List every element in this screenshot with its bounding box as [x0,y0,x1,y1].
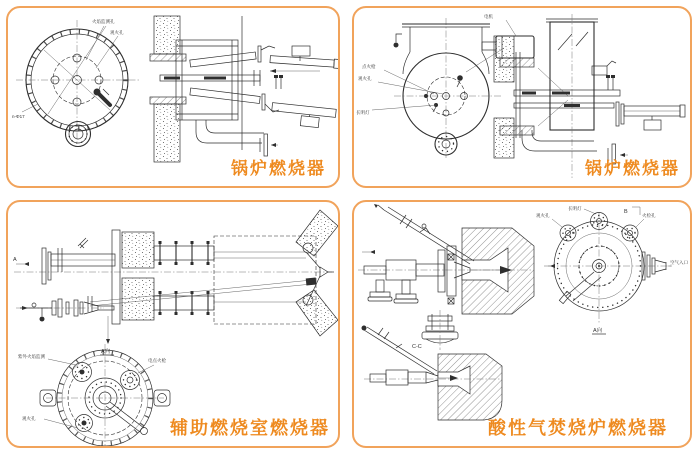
panel-caption: 锅炉燃烧器 [231,159,326,178]
ignition-gun-port [121,371,140,390]
label-b-mark: B [624,209,628,215]
label-view-hole: 观火孔 [358,76,372,81]
diagonal-lance [374,204,474,264]
label-a-view: A向 [593,328,603,334]
pilot-gun-assembly [16,299,114,322]
burner-section-view [150,16,338,162]
panel-acid-gas-burner [352,200,692,448]
label-a-view: A向 [101,349,111,355]
panel-aux-chamber-burner [6,200,340,448]
label-pilot: 长明灯 [568,206,582,211]
label-motor: 电机 [484,14,493,19]
panel-boiler-burner-1 [6,6,340,188]
panel-caption: 辅助燃烧室燃烧器 [170,418,330,438]
aux-chamber-burner-drawing [8,202,338,446]
diagonal-lance [362,326,438,375]
label-air-inlet: 空气入口 [670,260,688,265]
panel-caption: 酸性气焚烧炉燃烧器 [488,418,668,438]
label-electric-ignition-gun: 电点火枪 [148,358,166,363]
panel-caption: 锅炉燃烧器 [585,159,680,178]
label-flame-monitor-hole: 火焰监测孔 [92,19,115,24]
burner-side-assembly-view [13,210,338,355]
burner-section-view-upper [358,204,534,350]
uv-monitor-port [73,363,92,382]
label-bolt-spec: n-Φ17 [12,114,25,119]
label-section-cc: C-C [412,344,422,350]
flange-face-view [536,205,688,334]
label-ignition-gun: 点火枪 [362,64,376,69]
elbow-duct [196,120,278,156]
acid-gas-burner-drawing [354,202,690,446]
view-hole-port [76,415,93,432]
tube-couplings [159,241,210,315]
flange-face-view [18,344,170,446]
panel-boiler-burner-2 [352,6,692,188]
label-flame-detect-hole: 火检孔 [642,213,656,218]
label-uv-flame-monitor: 紫外火焰监测 [18,354,45,359]
flange-face-view [12,18,139,147]
label-view-hole: 观火孔 [22,416,36,421]
bottom-nozzle-flange [66,122,91,147]
label-section-a-mark: A [13,257,17,263]
label-view-hole: 观火孔 [536,213,550,218]
label-pilot: 长明灯 [356,110,370,115]
burner-section-view-lower [362,326,503,421]
label-view-hole: 观火孔 [110,30,124,35]
